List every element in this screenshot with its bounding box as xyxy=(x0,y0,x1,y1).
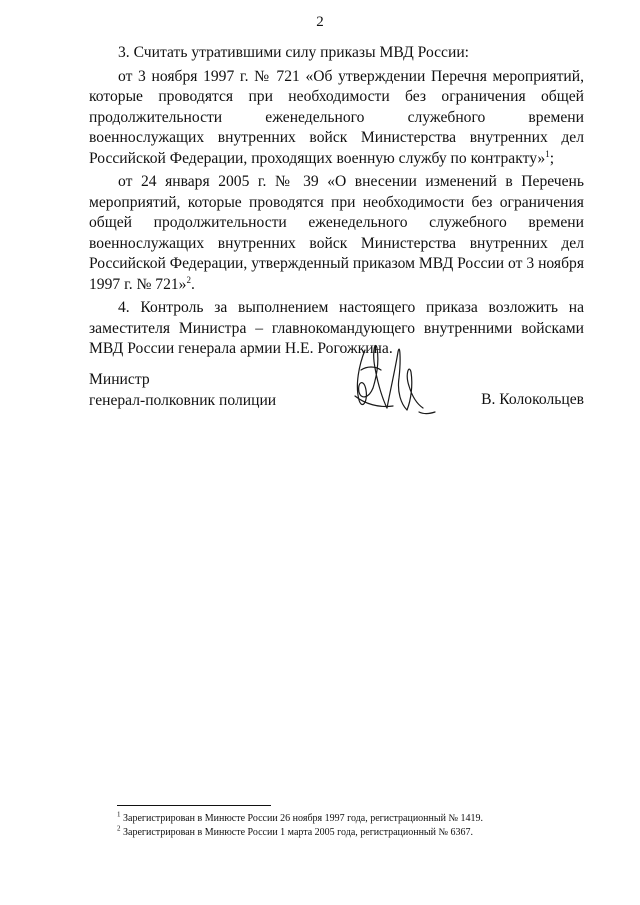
paragraph-order-1997 xyxy=(89,67,584,170)
paragraph-text: 3. Считать утратившими силу приказы МВД России: xyxy=(118,44,469,61)
footnotes xyxy=(117,812,597,840)
footnote-text: Зарегистрирован в Минюсте России 26 ноября 1997 года, регистрационный № 1419. xyxy=(123,813,483,824)
paragraph-tail: . xyxy=(190,275,195,293)
paragraph-text: от 24 января 2005 г. № 39 «О внесении изменений в Перечень мероприятий, которые проводятся при необходимости без ограничения общей продолжительности еженедельного служебного времени военнослужащих внутренних войск Министерства внутренних дел Российской Федерации, утвержденный приказом МВД России от 3 ноября 1997 г. № 721» xyxy=(89,173,584,293)
footnote-2 xyxy=(117,826,597,840)
footnote-mark: 2 xyxy=(117,824,121,833)
paragraph-order-2005 xyxy=(89,172,584,295)
footnote-text: Зарегистрирован в Минюсте России 1 марта 2005 года, регистрационный № 6367. xyxy=(123,827,474,838)
document-body xyxy=(89,40,584,363)
page-number: 2 xyxy=(316,14,324,30)
signatory-rank: генерал-полковник полиции xyxy=(89,391,277,409)
signatory-name: В. Колокольцев xyxy=(481,391,584,408)
signatory-title: Министр xyxy=(89,371,150,388)
footnote-1 xyxy=(117,812,597,826)
signatory-position xyxy=(89,370,276,411)
footnote-mark: 1 xyxy=(117,810,121,819)
paragraph-item-3 xyxy=(89,43,584,64)
paragraph-tail: ; xyxy=(549,149,555,167)
paragraph-text: от 3 ноября 1997 г. № 721 «Об утверждении Перечня мероприятий, которые проводятся при необходимости без ограничения общей продолжительности еженедельного служебного времени военнослужащих внутренних войск Министерства внутренних дел Российской Федерации, проходящих военную службу по контракту» xyxy=(89,67,584,167)
footnote-reference[interactable]: 2 xyxy=(186,274,191,285)
footnote-separator xyxy=(117,805,271,806)
footnote-reference[interactable]: 1 xyxy=(545,148,550,159)
handwritten-signature xyxy=(335,330,445,430)
paragraph-text: 4. Контроль за выполнением настоящего приказа возложить на заместителя Министра – главнокомандующего внутренними войсками МВД России генерала армии Н.Е. Рогожкина. xyxy=(89,299,584,357)
